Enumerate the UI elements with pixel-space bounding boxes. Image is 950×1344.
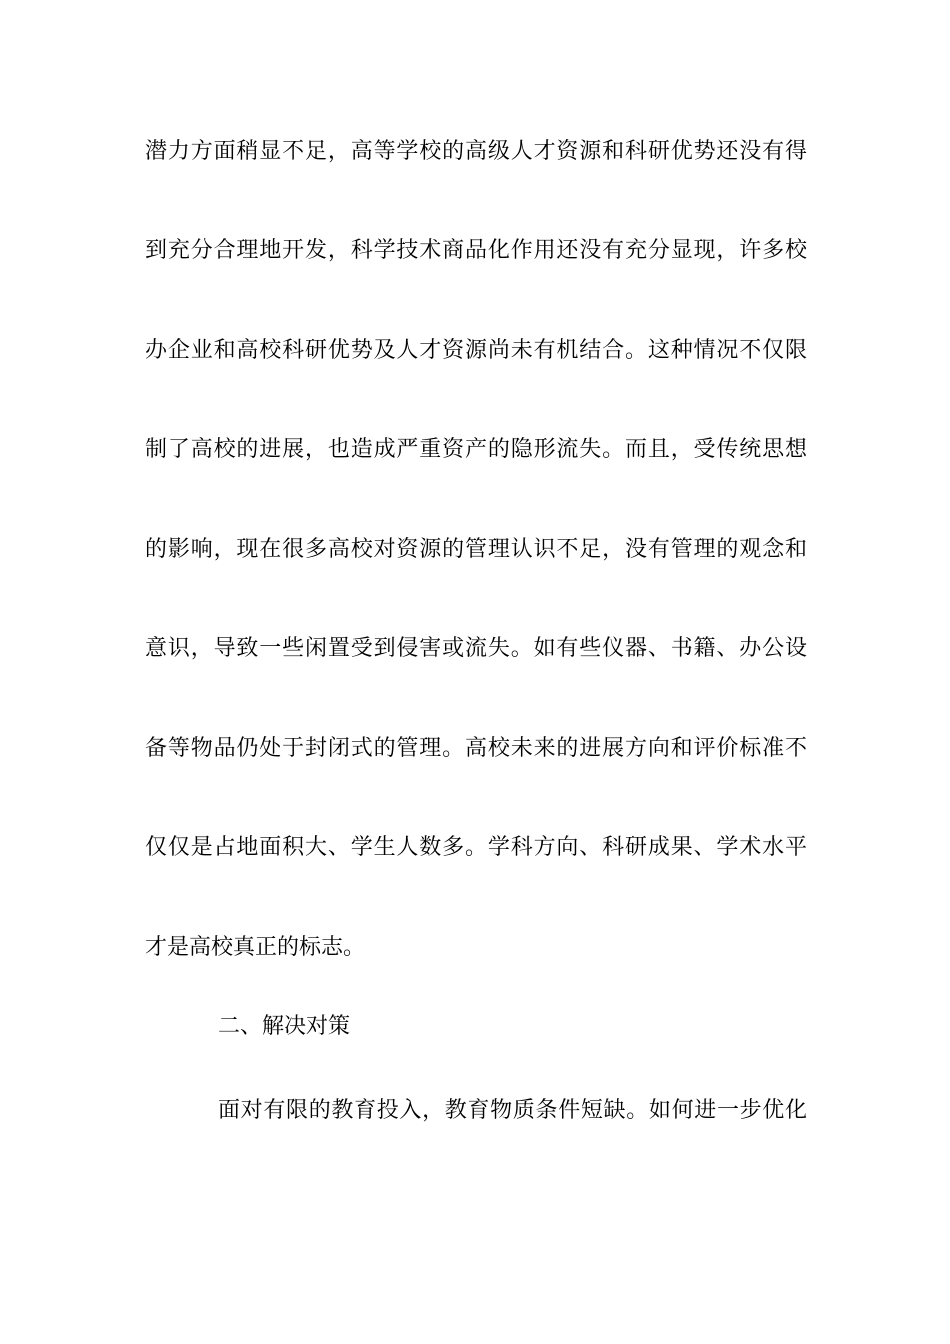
paragraph-line: 的影响，现在很多高校对资源的管理认识不足，没有管理的观念和 bbox=[145, 537, 807, 562]
paragraph-line: 意识，导致一些闲置受到侵害或流失。如有些仪器、书籍、办公设 bbox=[145, 636, 807, 661]
section-heading: 二、解决对策 bbox=[218, 1014, 351, 1039]
paragraph-line: 备等物品仍处于封闭式的管理。高校未来的进展方向和评价标准不 bbox=[145, 736, 807, 761]
paragraph-line: 潜力方面稍显不足，高等学校的高级人才资源和科研优势还没有得 bbox=[145, 139, 807, 164]
paragraph-line: 才是高校真正的标志。 bbox=[145, 935, 366, 960]
paragraph-line: 办企业和高校科研优势及人才资源尚未有机结合。这种情况不仅限 bbox=[145, 338, 807, 363]
paragraph-line: 到充分合理地开发，科学技术商品化作用还没有充分显现，许多校 bbox=[145, 238, 807, 263]
paragraph-line: 制了高校的进展，也造成严重资产的隐形流失。而且，受传统思想 bbox=[145, 437, 807, 462]
paragraph-line: 仅仅是占地面积大、学生人数多。学科方向、科研成果、学术水平 bbox=[145, 835, 807, 860]
paragraph-line: 面对有限的教育投入，教育物质条件短缺。如何进一步优化 bbox=[218, 1098, 807, 1123]
